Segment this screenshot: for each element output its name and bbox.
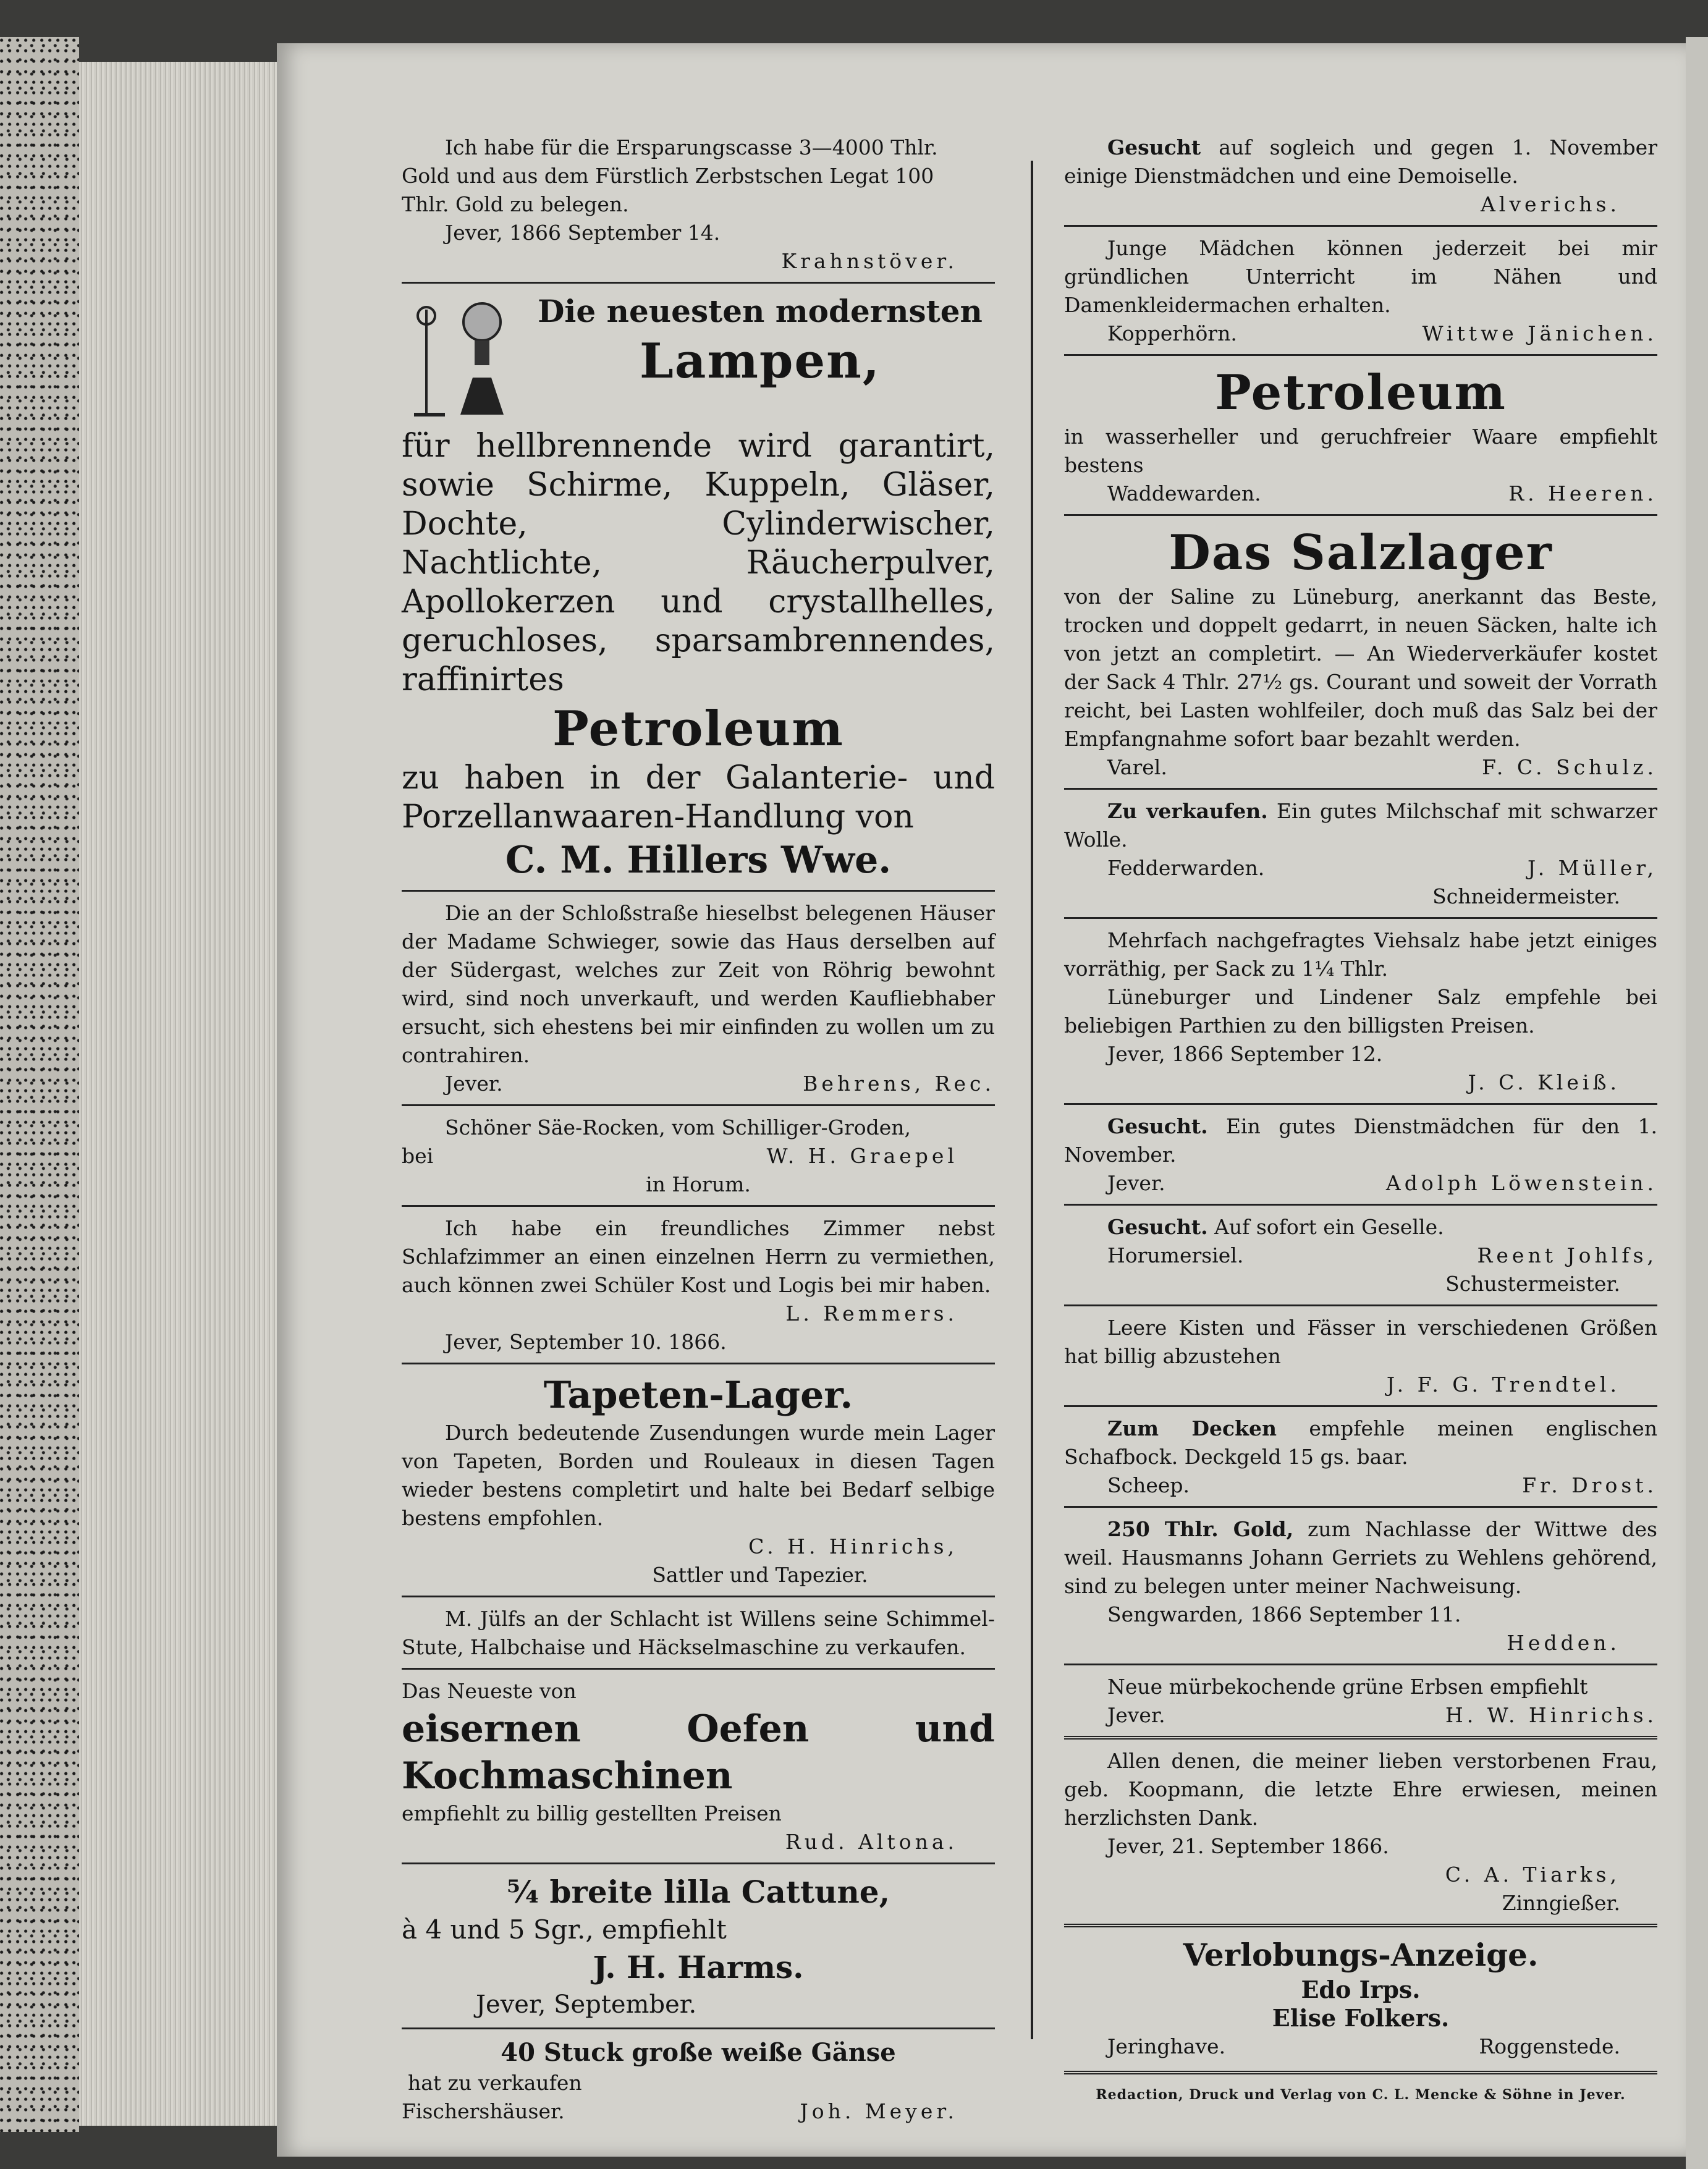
ad-zimmer xyxy=(402,1211,995,1364)
ad-lead: Zum Decken xyxy=(1107,1416,1277,1440)
ad-signature: L. Remmers. xyxy=(785,1301,958,1326)
ad-place: Fischershäuser. xyxy=(402,2099,565,2123)
ad-signature: F. C. Schulz. xyxy=(1482,755,1657,779)
lampen-firm: C. M. Hillers Wwe. xyxy=(505,839,892,882)
ad-place: Waddewarden. xyxy=(1107,481,1261,505)
ad-date: Sengwarden, 1866 September 11. xyxy=(1107,1602,1461,1626)
petroleum-title: Petroleum xyxy=(1215,365,1507,421)
ad-signature: C. A. Tiarks, xyxy=(1445,1862,1620,1887)
ad-signature: R. Heeren. xyxy=(1508,481,1657,505)
ad-text: Neue mürbekochende grüne Erbsen empfiehlt xyxy=(1107,1675,1588,1699)
ad-lead: Zu verkaufen. xyxy=(1107,799,1268,823)
ad-date: Jever, September 10. 1866. xyxy=(445,1330,727,1354)
ad-cattune xyxy=(402,1868,995,2029)
ad-signature: J. F. G. Trendtel. xyxy=(1386,1372,1620,1397)
verlobung-name-2: Elise Folkers. xyxy=(1272,2004,1450,2032)
ad-text: à 4 und 5 Sgr., empfiehlt xyxy=(402,1914,727,1945)
left-column xyxy=(402,130,995,2136)
oefen-title: eisernen Oefen und Kochmaschinen xyxy=(402,1707,995,1798)
ad-gesucht-geselle xyxy=(1064,1209,1657,1306)
ad-text: Das Neueste von xyxy=(402,1679,577,1703)
ad-role: Sattler und Tapezier. xyxy=(652,1563,868,1587)
verlobung-name-1: Edo Irps. xyxy=(1301,1976,1421,2003)
ad-text: Durch bedeutende Zusendungen wurde mein Lager von Tapeten, Borden und Rouleaux in diesen Tagen wieder bestens completirt und halte bei Bedarf selbige bestens empfohlen. xyxy=(402,1421,995,1530)
ad-signature: H. W. Hinrichs. xyxy=(1445,1703,1657,1727)
ad-lead: Gesucht. xyxy=(1107,1215,1208,1239)
ad-tapeten xyxy=(402,1368,995,1597)
book-cover-edge xyxy=(0,37,79,2132)
ad-signature: Fr. Drost. xyxy=(1522,1473,1657,1497)
ad-signature: Joh. Meyer. xyxy=(800,2099,958,2123)
ad-role: Schustermeister. xyxy=(1445,1272,1620,1296)
ad-signature: J. C. Kleiß. xyxy=(1468,1070,1620,1094)
ad-text: Auf sofort ein Geselle. xyxy=(1214,1215,1444,1239)
ad-signature: Hedden. xyxy=(1507,1631,1620,1655)
ad-lampen xyxy=(402,287,995,892)
ad-oefen xyxy=(402,1673,995,1864)
ad-place: Varel. xyxy=(1107,755,1167,779)
ad-signature: Rud. Altona. xyxy=(785,1830,958,1854)
ad-gesucht-dienst xyxy=(1064,130,1657,227)
ad-verlobung xyxy=(1064,1931,1657,2067)
ad-place: Kopperhörn. xyxy=(1107,321,1237,345)
ad-gold xyxy=(1064,1512,1657,1665)
ad-date: Jever, September. xyxy=(476,1990,697,2019)
ad-ersparungscasse xyxy=(402,130,995,284)
ad-schafbock xyxy=(1064,1411,1657,1508)
ad-signature: Wittwe Jänichen. xyxy=(1422,321,1657,345)
tapeten-title: Tapeten-Lager. xyxy=(543,1374,853,1417)
ad-signature: J. Müller, xyxy=(1528,856,1657,880)
ad-gesucht-maedchen xyxy=(1064,1109,1657,1206)
right-column xyxy=(1064,130,1657,2109)
ad-signature: Alverichs. xyxy=(1480,192,1620,216)
ad-gaense xyxy=(402,2033,995,2132)
lampen-title: Lampen, xyxy=(640,333,881,389)
ad-salzlager xyxy=(1064,520,1657,790)
ad-signature: C. H. Hinrichs, xyxy=(748,1534,958,1558)
ad-text: Mehrfach nachgefragtes Viehsalz habe jetzt einiges vorräthig, per Sack zu 1¼ Thlr. xyxy=(1064,928,1657,981)
ad-text: empfiehlt zu billig gestellten Preisen xyxy=(402,1801,782,1825)
ad-naehen xyxy=(1064,230,1657,356)
ad-role: Schneidermeister. xyxy=(1432,884,1620,908)
ad-place: Jever. xyxy=(1107,1171,1165,1195)
ad-danksagung xyxy=(1064,1743,1657,1927)
ad-text-line: Thlr. Gold zu belegen. xyxy=(402,192,629,216)
ad-text: auf sogleich und gegen 1. November einige Dienstmädchen und eine Demoiselle. xyxy=(1064,135,1657,188)
cattune-title: ⁵⁄₄ breite lilla Cattune, xyxy=(506,1874,890,1910)
ad-text: Junge Mädchen können jederzeit bei mir gründlichen Unterricht im Nähen und Damenkleidermachen erhalten. xyxy=(1064,236,1657,317)
ad-place: Roggenstede. xyxy=(1479,2034,1620,2058)
ad-viehsalz xyxy=(1064,923,1657,1105)
verlobung-title: Verlobungs-Anzeige. xyxy=(1183,1937,1539,1973)
ad-text: zum Nachlasse der Wittwe des weil. Hausmanns Johann Gerriets zu Wehlens gehörend, sind zu belegen unter meiner Nachweisung. xyxy=(1064,1517,1657,1598)
ad-lead: Gesucht. xyxy=(1107,1114,1208,1138)
lampen-petroleum: Petroleum xyxy=(552,701,844,757)
ad-text: von der Saline zu Lüneburg, anerkannt das Beste, trocken und doppelt gedarrt, in neuen Säcken, halte ich von jetzt an completirt. — An Wiederverkäufer kostet der Sack 4 Thlr. 27½ gs. Courant und soweit der Vorrath reicht, bei Lasten wohlfeiler, doch muß das Salz bei der Empfangnahme sofort baar bezahlt werden. xyxy=(1064,585,1657,751)
lampen-body2: zu haben in der Galanterie- und Porzellanwaaren-Handlung von xyxy=(402,759,995,835)
ad-place: Scheep. xyxy=(1107,1473,1190,1497)
imprint-footer: Redaction, Druck und Verlag von C. L. Mencke & Söhne in Jever. xyxy=(1064,2071,1657,2109)
page-stack-edge xyxy=(79,62,277,2126)
ad-erbsen xyxy=(1064,1669,1657,1740)
ad-place: Fedderwarden. xyxy=(1107,856,1265,880)
ad-juelfs xyxy=(402,1601,995,1670)
ad-location: in Horum. xyxy=(646,1172,751,1196)
ad-text-line: Gold und aus dem Fürstlich Zerbstschen Legat 100 xyxy=(402,164,934,188)
ad-text: Ein gutes Milchschaf mit schwarzer Wolle. xyxy=(1064,799,1657,852)
ad-date: Jever, 21. September 1866. xyxy=(1107,1834,1389,1858)
ad-text: M. Jülfs an der Schlacht ist Willens seine Schimmel-Stute, Halbchaise und Häckselmaschine zu verkaufen. xyxy=(402,1607,995,1659)
ad-petroleum xyxy=(1064,360,1657,516)
ad-text: Ich habe ein freundliches Zimmer nebst Schlafzimmer an einen einzelnen Herrn zu vermiethen, auch können zwei Schüler Kost und Logis bei mir haben. xyxy=(402,1216,995,1297)
ad-saerocken xyxy=(402,1110,995,1207)
ad-text: Allen denen, die meiner lieben verstorbenen Frau, geb. Koopmann, die letzte Ehre erwiesen, meinen herzlichsten Dank. xyxy=(1064,1749,1657,1830)
ad-signature: Krahnstöver. xyxy=(781,249,958,273)
ad-lead: 250 Thlr. Gold, xyxy=(1107,1517,1294,1541)
lampen-body: für hellbrennende wird garantirt, sowie Schirme, Kuppeln, Gläser, Dochte, Cylinderwischer, Nachtlichte, Räucherpulver, Apollokerzen und crystallhelles, geruchloses, sparsambrennendes, raffinirtes xyxy=(402,428,995,698)
ad-signature: W. H. Graepel xyxy=(766,1144,958,1168)
ad-date: Jever, 1866 September 12. xyxy=(1107,1042,1383,1066)
ad-text: Die an der Schloßstraße hieselbst belegenen Häuser der Madame Schwieger, sowie das Haus derselben auf der Südergast, welches zur Zeit von Röhrig bewohnt wird, sind noch unverkauft, und werden Kaufliebhaber ersucht, sich ehestens bei mir einfinden zu wollen um zu contrahiren. xyxy=(402,901,995,1067)
ad-signature: Behrens, Rec. xyxy=(803,1072,995,1096)
ad-signature: Reent Johlfs, xyxy=(1477,1243,1657,1267)
ad-text: Leere Kisten und Fässer in verschiedenen Größen hat billig abzustehen xyxy=(1064,1316,1657,1368)
ad-text: Lüneburger und Lindener Salz empfehle bei beliebigen Parthien zu den billigsten Preisen. xyxy=(1064,985,1657,1038)
gaense-title: 40 Stuck große weiße Gänse xyxy=(501,2038,896,2067)
next-page-edge xyxy=(1686,37,1708,2169)
ad-signature: J. H. Harms. xyxy=(593,1949,804,1985)
ad-text: bei xyxy=(402,1144,434,1168)
ad-place: Jever. xyxy=(445,1072,503,1096)
ad-text: Ein gutes Dienstmädchen für den 1. November. xyxy=(1064,1114,1657,1167)
ad-milchschaf xyxy=(1064,793,1657,919)
lampen-intro: Die neuesten modernsten xyxy=(538,293,983,329)
ad-text: empfehle meinen englischen Schafbock. Deckgeld 15 gs. baar. xyxy=(1064,1416,1657,1469)
ad-text-line: Ich habe für die Ersparungscasse 3—4000 Thlr. xyxy=(445,135,938,159)
column-divider xyxy=(1031,161,1033,2039)
salzlager-title: Das Salzlager xyxy=(1169,525,1553,581)
ad-place: Jever. xyxy=(1107,1703,1165,1727)
ad-kisten xyxy=(1064,1310,1657,1407)
ad-text: hat zu verkaufen xyxy=(408,2071,582,2095)
ad-text: Schöner Säe-Rocken, vom Schilliger-Groden, xyxy=(445,1115,911,1139)
ad-date: Jever, 1866 September 14. xyxy=(445,221,721,245)
ad-text: in wasserheller und geruchfreier Waare empfiehlt bestens xyxy=(1064,425,1657,477)
ad-haeuser xyxy=(402,895,995,1106)
ad-place: Horumersiel. xyxy=(1107,1243,1244,1267)
ad-signature: Adolph Löwenstein. xyxy=(1385,1171,1657,1195)
ad-role: Zinngießer. xyxy=(1502,1891,1620,1915)
lamp-icon xyxy=(402,291,525,427)
ad-place: Jeringhave. xyxy=(1107,2034,1226,2058)
ad-lead: Gesucht xyxy=(1107,135,1201,159)
